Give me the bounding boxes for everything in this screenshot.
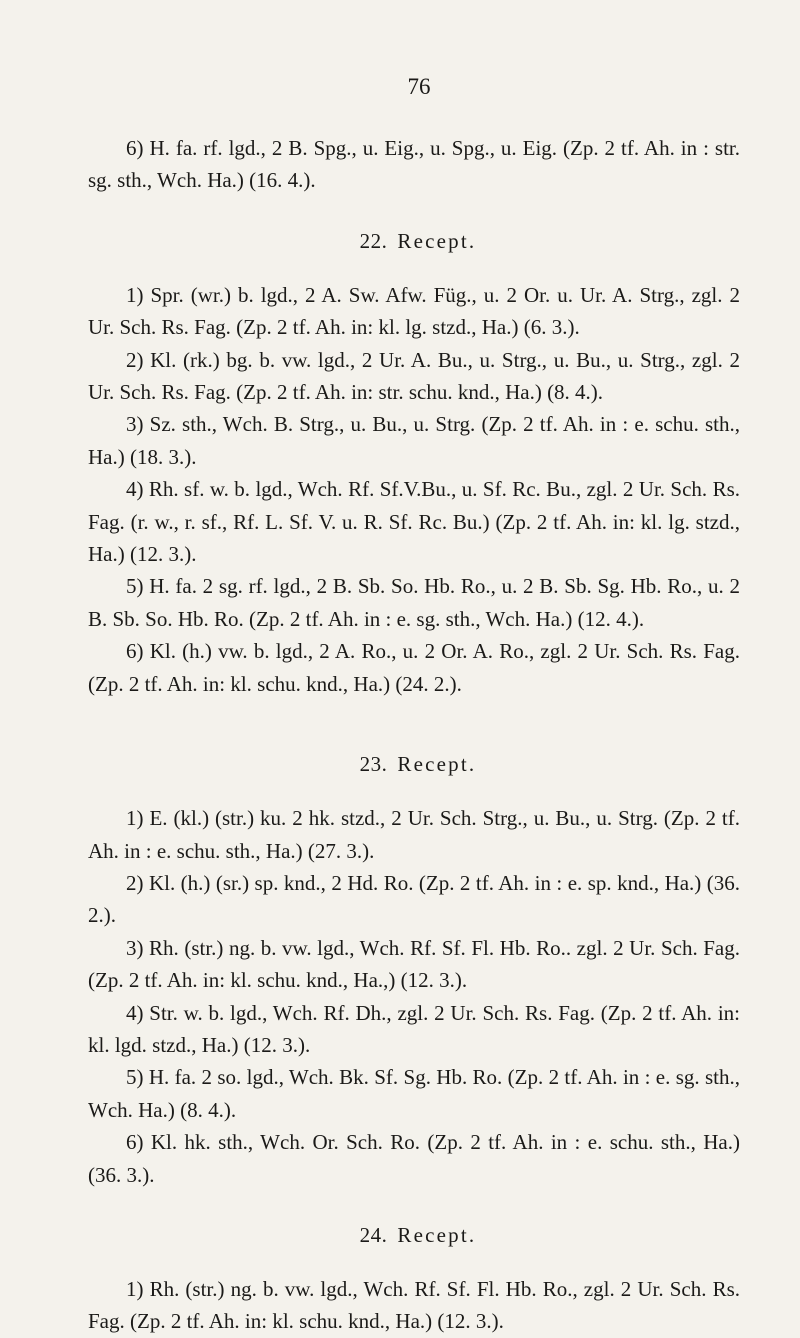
recipe-entry: 1) Spr. (wr.) b. lgd., 2 A. Sw. Afw. Füg., u. 2 Or. u. Ur. A. Strg., zgl. 2 Ur. Sch. Rs. Fag. (Zp. 2 tf. Ah. in: kl. lg. stzd., Ha.) (6. 3.).	[88, 282, 740, 340]
section-number: 23.	[359, 752, 388, 777]
recipe-entry: 3) Rh. (str.) ng. b. vw. lgd., Wch. Rf. Sf. Fl. Hb. Ro.. zgl. 2 Ur. Sch. Fag. (Zp. 2 tf. Ah. in: kl. schu. knd., Ha.,) (12. 3.).	[88, 935, 740, 993]
recipe-section-23	[88, 750, 740, 1191]
section-heading	[88, 1221, 740, 1249]
section-number: 24.	[359, 1222, 388, 1247]
recipe-entry: 1) E. (kl.) (str.) ku. 2 hk. stzd., 2 Ur. Sch. Strg., u. Bu., u. Strg. (Zp. 2 tf. Ah. in : e. schu. sth., Ha.) (27. 3.).	[88, 806, 740, 863]
recipe-entry: 6) Kl. hk. sth., Wch. Or. Sch. Ro. (Zp. 2 tf. Ah. in : e. schu. sth., Ha.) (36. 3.).	[88, 1130, 740, 1187]
recipe-entry: 4) Str. w. b. lgd., Wch. Rf. Dh., zgl. 2 Ur. Sch. Rs. Fag. (Zp. 2 tf. Ah. in: kl. lgd. stzd., Ha.) (12. 3.).	[88, 1000, 740, 1057]
recipe-entry: 5) H. fa. 2 so. lgd., Wch. Bk. Sf. Sg. Hb. Ro. (Zp. 2 tf. Ah. in : e. sg. sth., Wch. Ha.) (8. 4.).	[88, 1065, 740, 1122]
section-title: Recept.	[397, 752, 477, 777]
recipe-entry: 5) H. fa. 2 sg. rf. lgd., 2 B. Sb. So. Hb. Ro., u. 2 B. Sb. Sg. Hb. Ro., u. 2 B. Sb. So. Hb. Ro. (Zp. 2 tf. Ah. in : e. sg. sth., Wch. Ha.) (12. 4.).	[88, 574, 740, 631]
recipe-entry: 4) Rh. sf. w. b. lgd., Wch. Rf. Sf.V.Bu., u. Sf. Rc. Bu., zgl. 2 Ur. Sch. Rs. Fag. (r. w., r. sf., Rf. L. Sf. V. u. R. Sf. Rc. Bu.) (Zp. 2 tf. Ah. in: kl. lg. stzd., Ha.) (12. 3.).	[88, 477, 740, 567]
recipe-entry: 6) Kl. (h.) vw. b. lgd., 2 A. Ro., u. 2 Or. A. Ro., zgl. 2 Ur. Sch. Rs. Fag. (Zp. 2 tf. Ah. in: kl. schu. knd., Ha.) (24. 2.).	[88, 639, 740, 696]
page-number: 76	[407, 74, 431, 99]
section-heading	[88, 750, 740, 778]
section-title: Recept.	[397, 1222, 477, 1247]
recipe-entry: 2) Kl. (h.) (sr.) sp. knd., 2 Hd. Ro. (Zp. 2 tf. Ah. in : e. sp. knd., Ha.) (36. 2.).	[88, 870, 740, 928]
recipe-entry: 3) Sz. sth., Wch. B. Strg., u. Bu., u. Strg. (Zp. 2 tf. Ah. in : e. schu. sth., Ha.) (18. 3.).	[88, 412, 740, 469]
recipe-section-24	[88, 1221, 740, 1338]
recipe-entry: 2) Kl. (rk.) bg. b. vw. lgd., 2 Ur. A. Bu., u. Strg., u. Bu., u. Strg., zgl. 2 Ur. Sch. Rs. Fag. (Zp. 2 tf. Ah. in: str. schu. knd., Ha.) (8. 4.).	[88, 347, 740, 405]
section-number: 22.	[359, 228, 388, 253]
recipe-entry: 1) Rh. (str.) ng. b. vw. lgd., Wch. Rf. Sf. Fl. Hb. Ro., zgl. 2 Ur. Sch. Rs. Fag. (Zp. 2 tf. Ah. in: kl. schu. knd., Ha.) (12. 3.).	[88, 1276, 740, 1334]
recipe-section-22	[88, 227, 740, 700]
section-title: Recept.	[397, 228, 477, 253]
section-heading	[88, 227, 740, 255]
continuation-entry: 6) H. fa. rf. lgd., 2 B. Spg., u. Eig., u. Spg., u. Eig. (Zp. 2 tf. Ah. in : str. sg. sth., Wch. Ha.) (16. 4.).	[88, 136, 740, 193]
